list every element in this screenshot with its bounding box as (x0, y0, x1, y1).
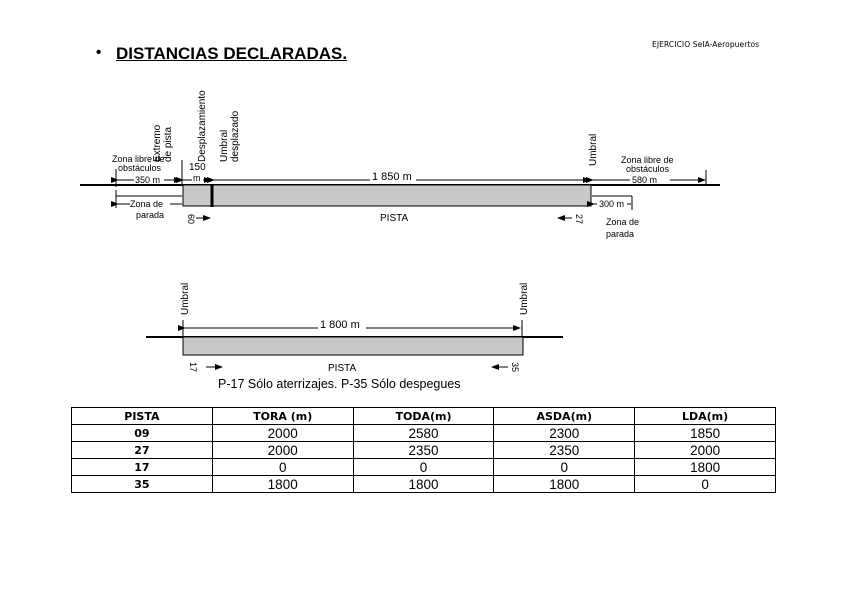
zona-parada-right-line1: Zona de (606, 217, 640, 227)
zona-libre-left-line1: Zona libre de (112, 154, 165, 164)
label-umbral: Umbral (219, 129, 230, 162)
zona-libre-right-dist: 580 m (632, 175, 658, 185)
displacement-dist-2: m (193, 173, 201, 183)
label-desplazado: desplazado (230, 110, 241, 162)
runway-length-1: 1 850 m (372, 171, 412, 183)
cell-tora: 2000 (212, 425, 353, 442)
cell-tora: 2000 (212, 442, 353, 459)
col-header-toda: TODA(m) (353, 408, 494, 425)
cell-pista: 35 (72, 476, 213, 493)
cell-toda: 2580 (353, 425, 494, 442)
runway-27-number: 27 (574, 214, 584, 225)
cell-pista: 17 (72, 459, 213, 476)
zona-libre-right-line2: obstáculos (626, 164, 670, 174)
diagram-2-caption: P-17 Sólo aterrizajes. P-35 Sólo despegues (218, 377, 461, 391)
title-bullet: • (96, 44, 102, 61)
runway-17-35 (183, 337, 523, 355)
runway-17-number: 17 (188, 362, 198, 373)
runway-label-1: PISTA (380, 213, 409, 224)
zona-libre-left-line2: obstáculos (118, 163, 162, 173)
cell-pista: 09 (72, 425, 213, 442)
runway-09-number: 60 (186, 214, 196, 225)
zona-parada-left-line1: Zona de (130, 199, 164, 209)
displaced-threshold-area (183, 185, 212, 206)
runway-diagram-1 (80, 90, 720, 239)
cell-lda: 0 (635, 476, 776, 493)
displacement-dist-1: 150 (189, 162, 206, 173)
table-header-row (72, 408, 776, 425)
runway-label-2: PISTA (328, 363, 357, 374)
label-de-pista: de pista (163, 126, 174, 162)
label-umbral-right: Umbral (588, 133, 599, 166)
table-row (72, 459, 776, 476)
table-row (72, 476, 776, 493)
cell-toda: 1800 (353, 476, 494, 493)
cell-lda: 1800 (635, 459, 776, 476)
course-header: EJERCICIO SeIA-Aeropuertos (652, 40, 760, 49)
cell-asda: 0 (494, 459, 635, 476)
cell-tora: 1800 (212, 476, 353, 493)
col-header-tora: TORA (m) (212, 408, 353, 425)
zona-parada-right-dist: 300 m (599, 199, 625, 209)
col-header-asda: ASDA(m) (494, 408, 635, 425)
label-umbral-left-2: Umbral (180, 282, 191, 315)
cell-pista: 27 (72, 442, 213, 459)
cell-toda: 2350 (353, 442, 494, 459)
label-desplazamiento: Desplazamiento (197, 90, 208, 162)
table-row (72, 425, 776, 442)
col-header-pista: PISTA (72, 408, 213, 425)
label-extremo: Extremo (152, 124, 163, 162)
cell-asda: 2350 (494, 442, 635, 459)
cell-tora: 0 (212, 459, 353, 476)
zona-parada-left-line2: parada (136, 210, 165, 220)
label-umbral-right-2: Umbral (519, 282, 530, 315)
cell-asda: 2300 (494, 425, 635, 442)
zona-libre-right-line1: Zona libre de (621, 155, 674, 165)
cell-toda: 0 (353, 459, 494, 476)
runway-35-number: 35 (510, 362, 520, 373)
zona-parada-right-line2: parada (606, 229, 635, 239)
runway-diagram-2 (146, 283, 563, 374)
col-header-lda: LDA(m) (635, 408, 776, 425)
page-title: DISTANCIAS DECLARADAS. (116, 44, 348, 63)
cell-asda: 1800 (494, 476, 635, 493)
runway-09-27 (212, 185, 591, 206)
declared-distances-table (71, 407, 776, 493)
table-row (72, 442, 776, 459)
cell-lda: 1850 (635, 425, 776, 442)
cell-lda: 2000 (635, 442, 776, 459)
zona-libre-left-dist: 350 m (135, 175, 161, 185)
runway-length-2: 1 800 m (320, 319, 360, 331)
